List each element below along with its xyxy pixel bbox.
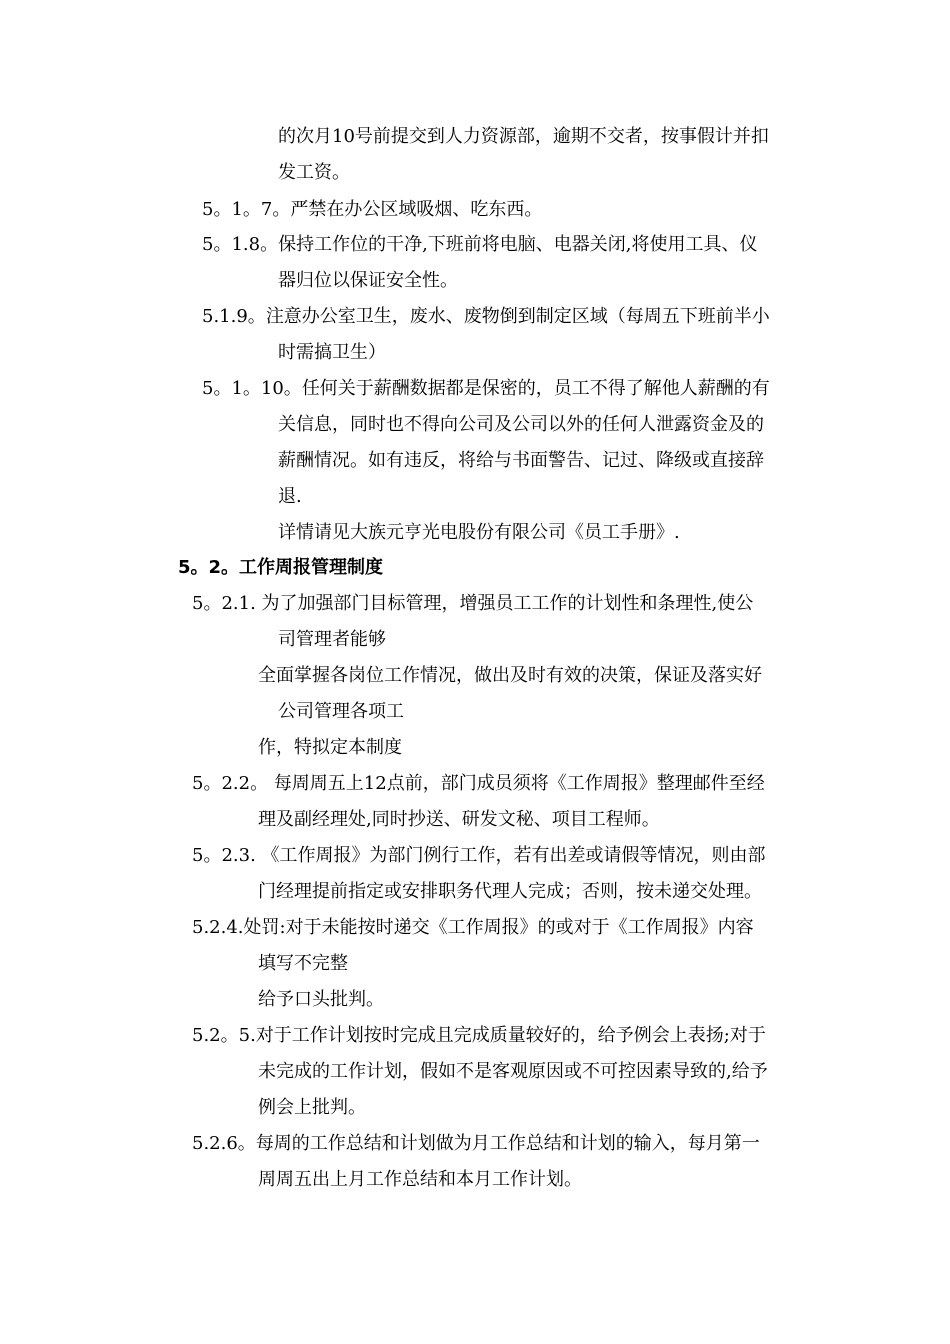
rule-5-2-2	[192, 773, 765, 795]
rule-5-1-9-cont: 时需搞卫生）	[278, 342, 386, 363]
rule-number: 5。2.2。	[192, 773, 269, 794]
rule-5-1-10-cont-2: 薪酬情况。如有违反，将给与书面警告、记过、降级或直接辞	[278, 450, 764, 471]
rule-text: 为了加强部门目标管理，增强员工工作的计划性和条理性,使公	[261, 593, 754, 614]
rule-number: 5。1。7。	[202, 199, 291, 220]
rule-5-2-1-cont-3: 公司管理各项工	[278, 701, 404, 722]
rule-5-2-6-cont: 周周五出上月工作总结和本月工作计划。	[258, 1169, 582, 1190]
intro-line-1: 的次月10号前提交到人力资源部，逾期不交者，按事假计并扣	[278, 126, 769, 147]
rule-text: 对于工作计划按时完成且完成质量较好的，给予例会上表扬;对于	[255, 1025, 766, 1046]
rule-5-2-1-cont-2: 全面掌握各岗位工作情况，做出及时有效的决策，保证及落实好	[258, 665, 762, 686]
rule-number: 5.1.9。	[202, 306, 266, 327]
rule-text: 注意办公室卫生，废水、废物倒到制定区域（每周五下班前半小	[265, 306, 770, 327]
rule-5-2-5-cont-2: 例会上批判。	[258, 1097, 366, 1118]
rule-5-1-10-cont-1: 关信息，同时也不得向公司及公司以外的任何人泄露资金及的	[278, 414, 764, 435]
rule-number: 5.2.6。	[192, 1133, 256, 1154]
rule-number: 5。1.8。	[202, 234, 279, 255]
rule-text: 《工作周报》为部门例行工作，若有出差或请假等情况，则由部	[261, 845, 766, 866]
rule-text: 任何关于薪酬数据都是保密的，员工不得了解他人薪酬的有	[301, 378, 770, 399]
rule-5-2-4-cont-1: 填写不完整	[258, 953, 348, 974]
rule-number: 5.2。5.	[192, 1025, 256, 1046]
rule-5-2-3-cont: 门经理提前指定或安排职务代理人完成；否则，按未递交处理。	[258, 881, 762, 902]
rule-5-2-4-cont-2: 给予口头批判。	[258, 989, 384, 1010]
rule-number: 5.2.4.	[192, 917, 244, 938]
rule-5-1-9	[202, 306, 770, 328]
rule-5-2-3	[192, 845, 766, 867]
rule-5-1-8	[202, 234, 758, 256]
rule-text: 每周周五上12点前，部门成员须将《工作周报》整理邮件至经	[273, 773, 765, 794]
rule-number: 5。2.1.	[192, 593, 256, 614]
rule-number: 5。2.3.	[192, 845, 256, 866]
rule-5-1-8-cont: 器归位以保证安全性。	[278, 270, 458, 291]
intro-line-2: 发工资。	[278, 162, 350, 183]
rule-text: 严禁在办公区域吸烟、吃东西。	[290, 199, 543, 220]
rule-5-2-1-cont-1: 司管理者能够	[278, 629, 386, 650]
rule-text: 每周的工作总结和计划做为月工作总结和计划的输入，每月第一	[255, 1133, 760, 1154]
rule-5-1-10-cont-3: 退.	[278, 486, 302, 507]
rule-text: 保持工作位的干净,下班前将电脑、电器关闭,将使用工具、仪	[278, 234, 758, 255]
rule-5-2-1	[192, 593, 753, 615]
handbook-note: 详情请见大族元亨光电股份有限公司《员工手册》.	[278, 522, 680, 543]
rule-5-2-1-cont-4: 作，特拟定本制度	[258, 737, 402, 758]
rule-5-1-10	[202, 378, 770, 400]
rule-5-2-5	[192, 1025, 766, 1047]
rule-5-2-4	[192, 917, 754, 939]
rule-5-2-5-cont-1: 未完成的工作计划，假如不是客观原因或不可控因素导致的,给予	[258, 1061, 768, 1082]
rule-number: 5。1。10。	[202, 378, 302, 399]
rule-5-2-2-cont: 理及副经理处,同时抄送、研发文秘、项目工程师。	[258, 809, 660, 830]
rule-5-2-6	[192, 1133, 760, 1155]
rule-5-1-7	[202, 199, 542, 221]
rule-text: 处罚:对于未能按时递交《工作周报》的或对于《工作周报》内容	[243, 917, 754, 938]
section-heading: 5。2。工作周报管理制度	[178, 557, 384, 578]
